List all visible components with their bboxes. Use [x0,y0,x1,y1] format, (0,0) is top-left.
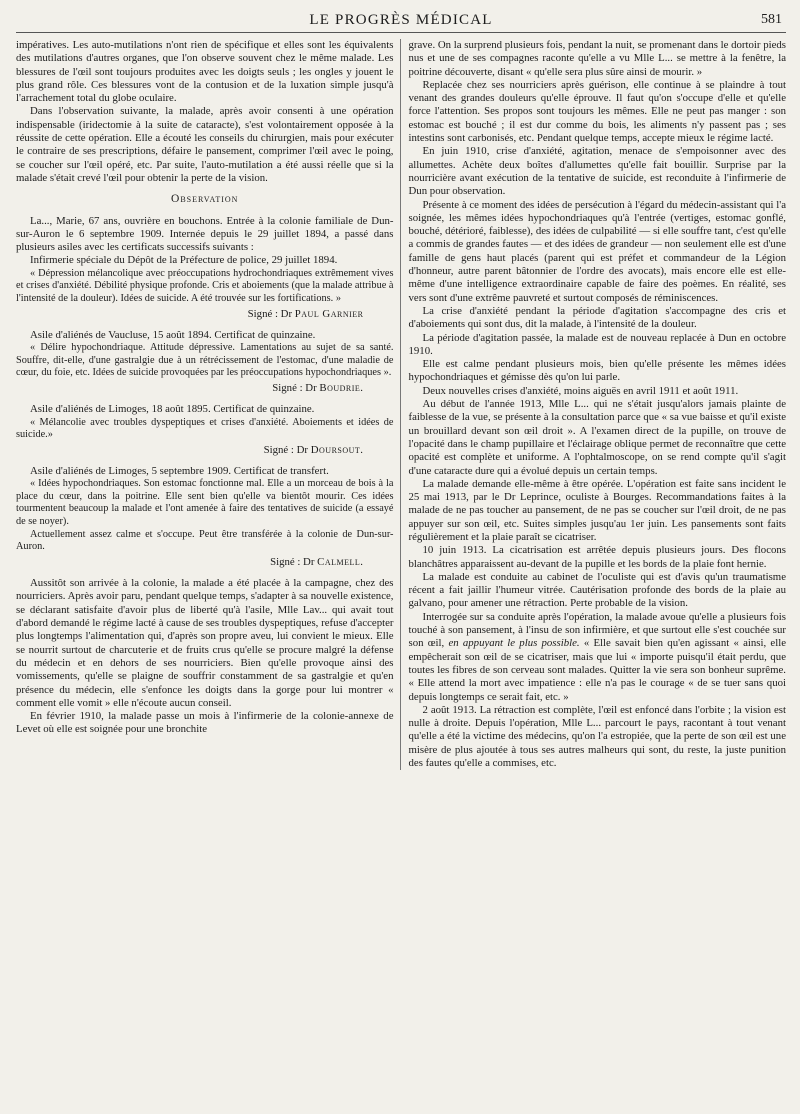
signature-prefix: Signé : Dr [270,555,315,568]
paragraph: La malade demande elle-même à être opérée. L'opération est faite sans incident le 25 mai 1913, par le Dr Leprince, oculiste à Bourges. Recommandations faites à la malade de ne pas toucher au pansement, de ne pas se coucher sur l'œil droit, de ne pas appuyer sur son œil, etc. Suites simples jusqu'au 1er juin. Les pansements sont faits régulièrement et la plaie paraît se cicatriser. [408,477,786,543]
paragraph: 10 juin 1913. La cicatrisation est arrêtée depuis plusieurs jours. Des flocons blanchâtres apparaissent au-devant de la pupille et les bords de la plaie font hernie. [408,544,786,570]
certificate-quote: « Mélancolie avec troubles dyspeptiques et crises d'anxiété. Aboiements et idées de suicide.» [16,416,394,441]
signature-line [16,308,364,321]
section-title: Observation [171,193,239,206]
paragraph: 2 août 1913. La rétraction est complète, l'œil est enfoncé dans l'orbite ; la vision est nulle à droite. Depuis l'opération, Mlle L... parcourt le pays, racontant à tout venant qu'elle a été la victime des médecins, qu'on l'a estropiée, que la perte de son œil est une misère de plus ajoutée à tous ses autres malheurs qui sont, du reste, la juste punition des fautes qu'elle a commises, etc. [408,703,786,770]
paragraph-text: « Elle savait bien qu'en agissant « ainsi, elle empêcherait son œil de se cicatriser, mais que lui « importe puisqu'il était perdu, que toutes les fibres de son cerveau sont malades. Quitter la vie sera son bonheur suprême. « Elle attend la mort avec impatience : elle n'a pas le courage « de se tuer sans quoi depuis longtemps ce serait fait, etc. » [408,637,786,703]
signature-prefix: Signé : Dr [263,443,309,456]
certificate-quote: « Délire hypochondriaque. Attitude dépressive. Lamentations au sujet de sa santé. Souffre, dit-elle, d'une gastralgie due à un rétrécissement de l'estomac, d'une maladie de cœur, du foie, etc. Idées de suicide provoquées par les préoccupations hypochondriaques ». [16,342,394,379]
signature-name: Doursout. [310,443,364,456]
certificate-quote: Actuellement assez calme et s'occupe. Peut être transférée à la colonie de Dun-sur-Auron. [16,528,394,553]
signature-prefix: Signé : Dr [247,307,293,320]
paragraph: impératives. Les auto-mutilations n'ont rien de spécifique et elles sont les équivalents des mutilations d'autres organes, que l'on observe souvent chez le même malade. Les blessures de l'œil sont toujours produites avec les doigts seuls ; les ongles y jouent le plus grand rôle. Ces blessures vont de la contusion et de la luxation simple jusqu'à l'arrachement total du globe oculaire. [16,39,394,105]
text-columns [16,39,786,770]
journal-title: LE PROGRÈS MÉDICAL [309,12,493,28]
paragraph: Aussitôt son arrivée à la colonie, la malade a été placée à la campagne, chez des nourriciers. Après avoir paru, pendant quelque temps, s'adapter à sa nouvelle existence, se déclarant satisfaite d'avoir plus de liberté qu'à l'asile, Mlle Lav... qui avait tout d'abord demandé le régime lacté à cause de ses troubles dyspeptiques, refuse d'accepter plus longtemps l'alimentation qui, d'après son propre aveu, lui convient le mieux. Elle se nourrit surtout de charcuterie et de fruits crus qu'elle se procure malgré la défense du médecin et en dehors de ses nourriciers. Bien qu'elle provoque ainsi des vomissements, qu'elle se plaigne de souffrir constamment de sa gastralgie et qu'en présence du médecin, elle s'enfonce les doigts dans la gorge pour lui montrer « comment elle vomit » elle n'écoute aucun conseil. [16,577,394,709]
signature-line [16,444,364,457]
paragraph: Au début de l'année 1913, Mlle L... qui ne s'était jusqu'alors jamais plainte de faiblesse de la vue, se présente à la consultation parce que « sa vue baisse et qu'il existe un brouillard devant son œil droit ». A l'examen direct de la pupille, on trouve de l'opacité dans le champ pupillaire et l'éclairage oblique permet de reconnaître que cette opacité est complète et uniforme. A l'ophtalmoscope, on se rend compte qu'il s'agit d'une cataracte dure qui a évolué depuis un certain temps. [408,398,786,477]
paragraph: La malade est conduite au cabinet de l'oculiste qui est d'avis qu'un traumatisme récent a fait jaillir l'humeur vitrée. Cautérisation profonde des bords de la plaie au galvano, pour amener une rétraction. Perte probable de la vision. [408,570,786,610]
signature-prefix: Signé : Dr [272,381,317,394]
paragraph: Asile d'aliénés de Limoges, 5 septembre 1909. Certificat de transfert. [30,464,329,477]
signature-name: Calmell. [317,555,364,568]
right-column [400,39,787,770]
paragraph: Replacée chez ses nourriciers après guérison, elle continue à se plaindre à tout venant des grandes douleurs qu'elle éprouve. Il faut qu'on s'occupe d'elle et qu'elle force l'attention. Ses propos sont toujours les mêmes. Elle ne peut pas manger : son estomac est bouché ; il est dur comme du bois, les aliments n'y passent pas ; ses intestins sont carbonisés, etc. Pendant quelque temps, accepte mieux le régime lacté. [408,78,786,145]
signature-line [16,382,364,395]
left-column [16,39,400,770]
signature-name: Boudrie. [319,381,364,394]
certificate-quote: « Idées hypochondriaques. Son estomac fonctionne mal. Elle a un morceau de bois à la place du cœur, dans la poitrine. Elle sent bien qu'elle va bientôt mourir. Ces idées tourmentent beaucoup la malade et l'ont amenée à faire des tentatives de suicide (a essayé de se noyer). [16,478,394,528]
paragraph: En février 1910, la malade passe un mois à l'infirmerie de la colonie-annexe de Levet où elle est soignée pour une bronchite [16,710,394,736]
certificate-quote: « Dépression mélancolique avec préoccupations hydrochondriaques extrêmement vives et crises d'anxiété. Débilité physique profonde. Cris et aboiements (que la malade attribue à l'intensité de la douleur). Idées de suicide. A été trouvée sur les fortifications. » [16,267,394,304]
paragraph: Asile d'aliénés de Limoges, 18 août 1895. Certificat de quinzaine. [30,403,315,416]
page-number: 581 [761,12,782,27]
paragraph: En juin 1910, crise d'anxiété, agitation, menace de s'empoisonner avec des allumettes. Achète deux boîtes d'allumettes qu'elle fait bouillir. Surprise par la nourricière avant exécution de la tentative de suicide, est reconduite à l'infirmerie de Dun pour observation. [408,145,786,198]
paragraph [409,611,787,704]
paragraph: Dans l'observation suivante, la malade, après avoir consenti à une opération indispensable (iridectomie à la suite de cataracte), s'est volontairement opposée à la réussite de cette opération. Elle a écouté les conseils du chirurgien, mais pour exécuter le contraire de ses prescriptions, défaire le pansement, comprimer l'œil avec le poing, se coucher sur l'œil opéré, etc. Par suite, l'auto-mutilation a été aussi réelle que si la malade s'était crevé l'œil pour obtenir la perte de la vision. [16,105,394,184]
paragraph: Deux nouvelles crises d'anxiété, moins aiguës en avril 1911 et août 1911. [422,384,739,397]
paragraph-text: Interrogée sur sa conduite après l'opération, la malade avoue qu'elle a plusieurs fois touché à son pansement, à l'insu de son infirmière, et que surtout elle s'est couchée sur son œil, [408,610,786,650]
paragraph: Elle est calme pendant plusieurs mois, bien qu'elle présente les mêmes idées hypochondriaques et gémisse dès qu'on lui parle. [408,358,786,384]
signature-line [16,556,364,569]
paragraph: grave. On la surprend plusieurs fois, pendant la nuit, se promenant dans le dortoir pieds nus et une de ses compagnes raconte qu'elle a vu Mlle L... se mettre à la fenêtre, la poitrine découverte, disant « qu'elle sera plus sûre ainsi de mourir. » [408,39,787,78]
paragraph: Infirmerie spéciale du Dépôt de la Préfecture de police, 29 juillet 1894. [30,254,338,267]
paragraph: Présente à ce moment des idées de persécution à l'égard du médecin-assistant qui l'a soignée, les mêmes idées hypochondriaques qu'à l'entrée (vertiges, estomac gonflé, bouché, détérioré, faiblesse), des idées de culpabilité — si elle souffre tant, c'est qu'elle a commis de grandes fautes — et des idées de grandeur — non seulement elle est d'une famille de gens haut placés (parent qui est préfet et commandeur de la Légion d'honneur, autre parent bâtonnier de l'ordre des avocats), mais encore elle est elle-même d'une intelligence extraordinaire capable de faire des poèmes. En réalité, ses vers sont d'une extrême pauvreté et surtout composés de réminiscences. [408,198,786,304]
paragraph: La..., Marie, 67 ans, ouvrière en bouchons. Entrée à la colonie familiale de Dun-sur-Auron le 6 septembre 1909. Internée depuis le 29 juillet 1894, a passé dans plusieurs asiles avec les certificats successifs suivants : [16,214,394,254]
paragraph: La période d'agitation passée, la malade est de nouveau replacée à Dun en octobre 1910. [408,331,786,357]
paragraph: La crise d'anxiété pendant la période d'agitation s'accompagne des cris et d'aboiements qui sont dus, dit la malade, à l'intensité de la douleur. [408,304,786,331]
signature-name: Paul Garnier [294,307,364,320]
running-header [16,8,786,33]
paragraph: Asile d'aliénés de Vaucluse, 15 août 1894. Certificat de quinzaine. [30,328,316,341]
emphasis-text: en appuyant le plus possible. [448,637,580,650]
